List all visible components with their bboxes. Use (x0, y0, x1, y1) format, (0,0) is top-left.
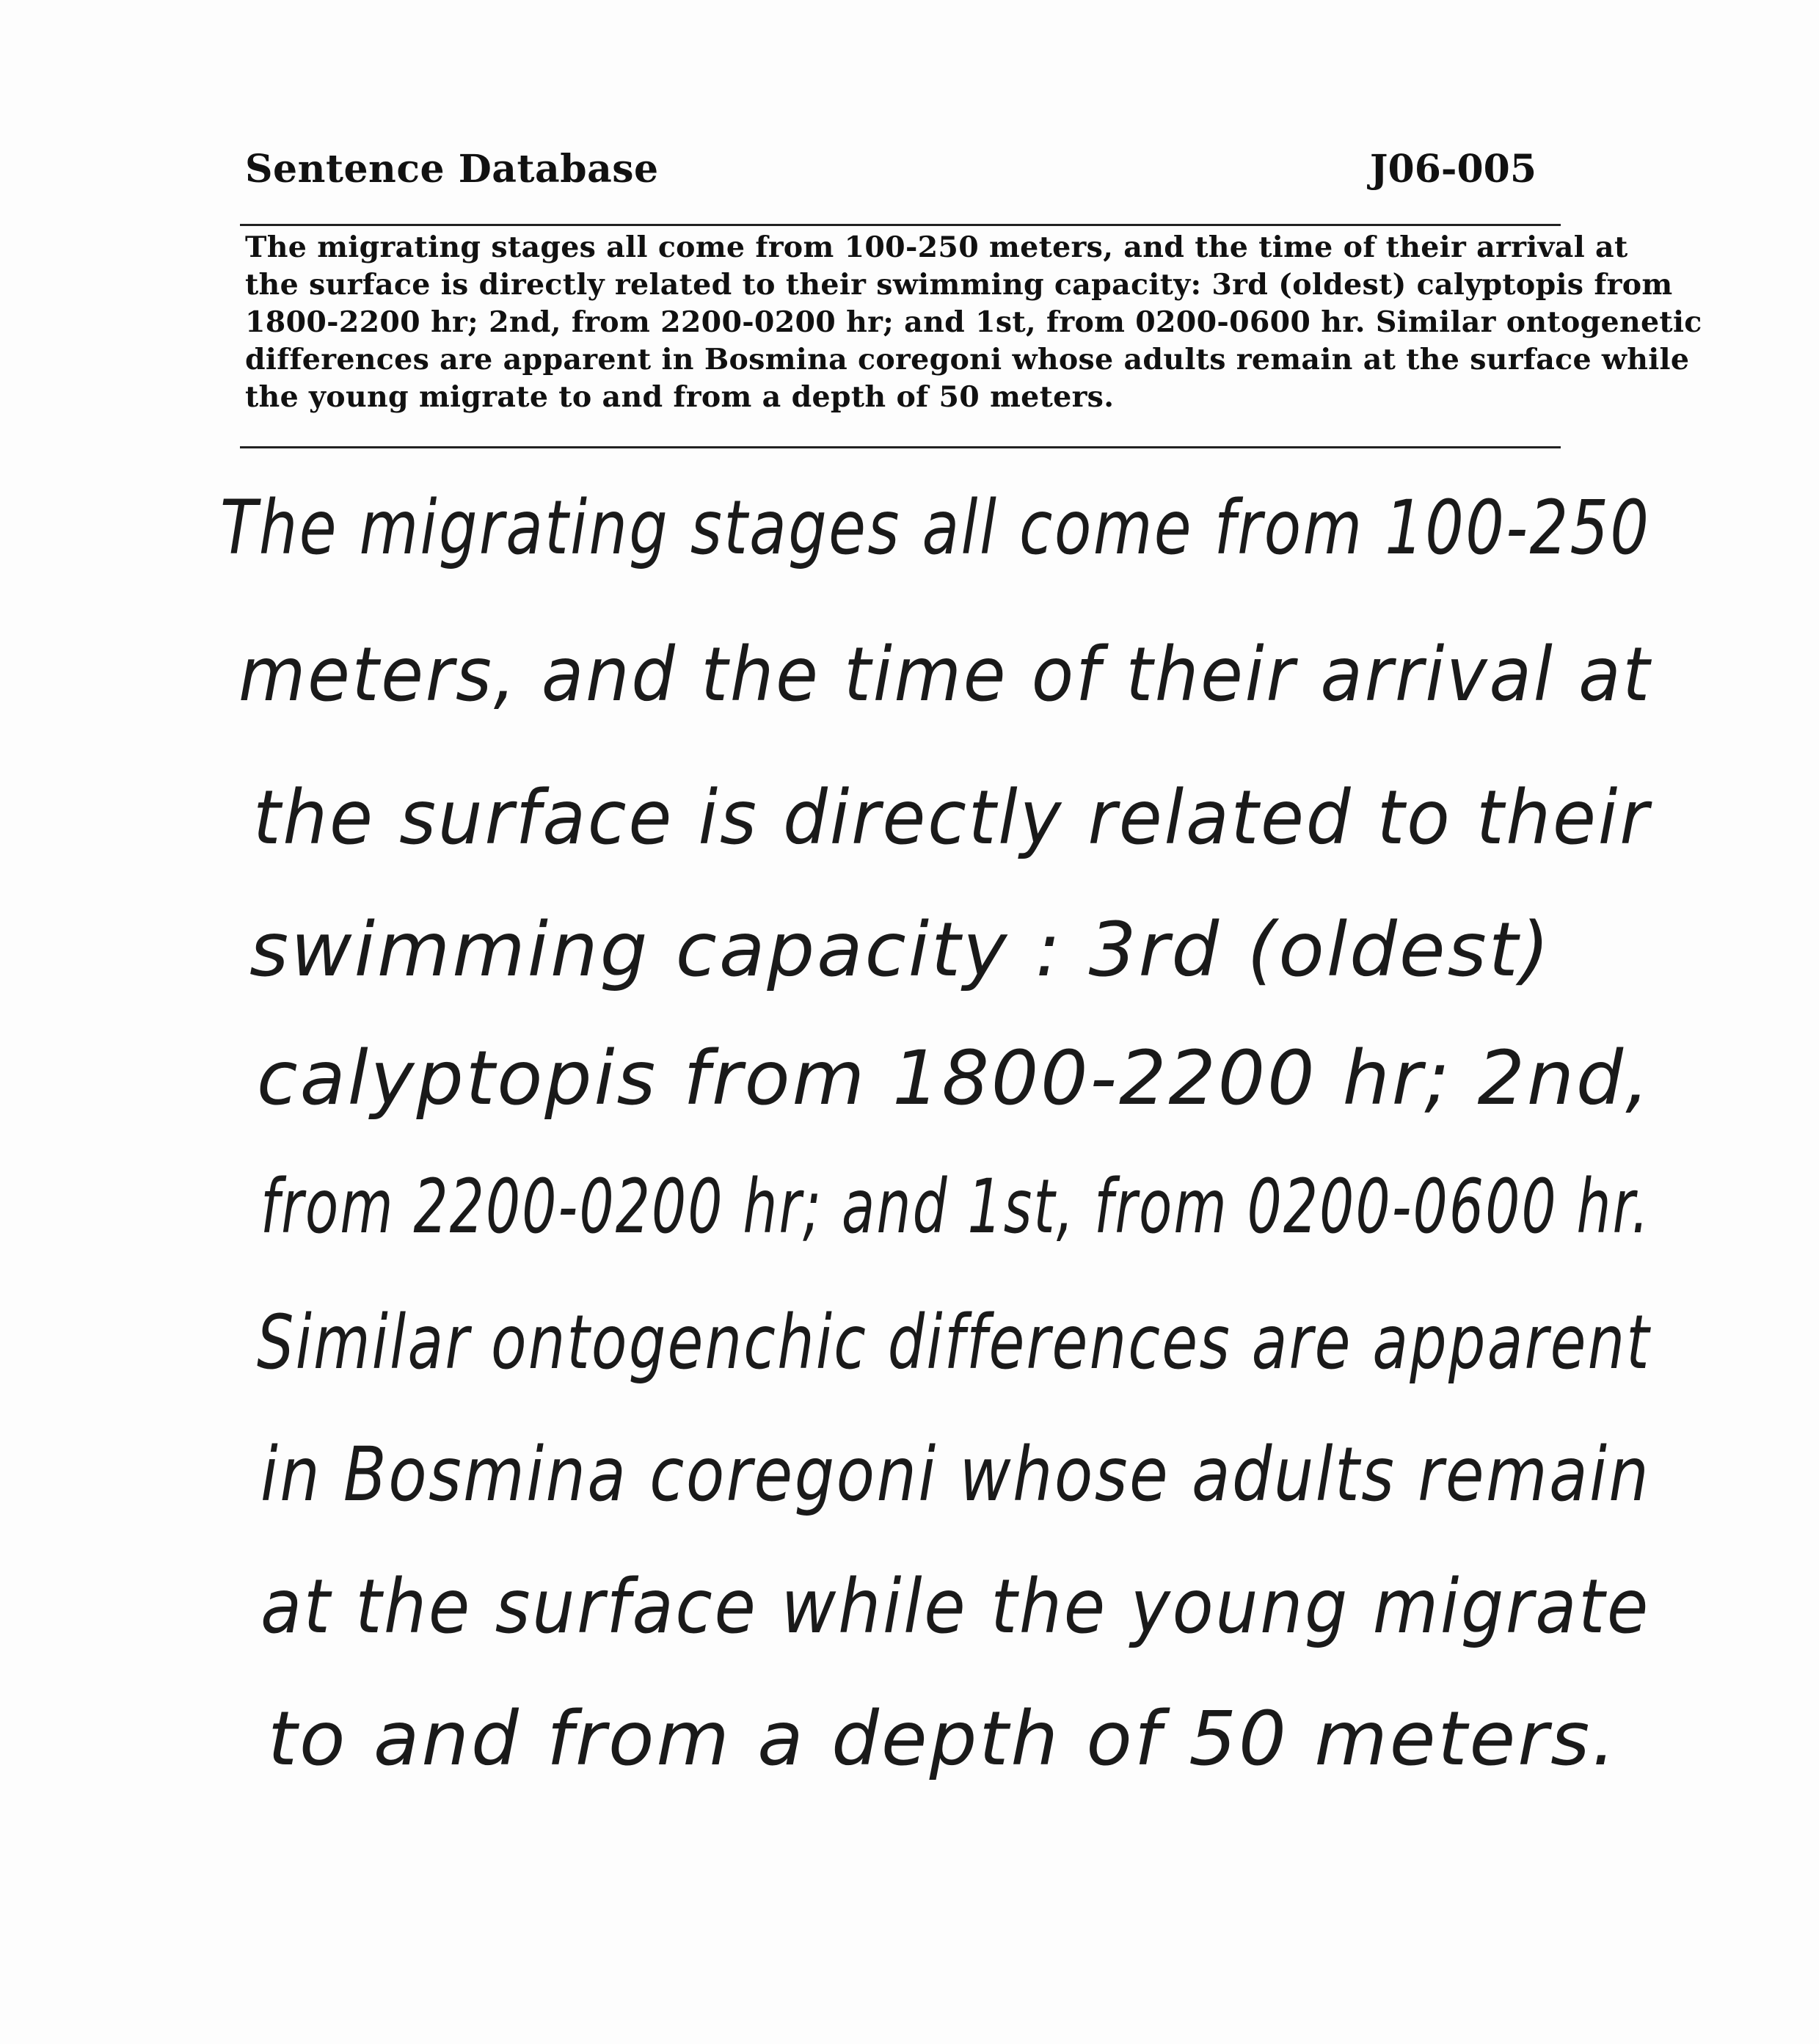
handwritten-line: calyptopis from 1800-2200 hr; 2nd, (257, 1035, 1652, 1122)
handwritten-line: in Bosmina coregoni whose adults remain (260, 1431, 1651, 1519)
handwritten-line: Similar ontogenchic differences are apparent (257, 1299, 1651, 1386)
form-id: J06-005 (1369, 147, 1537, 192)
handwritten-line: swimming capacity : 3rd (oldest) (249, 906, 1552, 994)
printed-line: the surface is directly related to their swimming capacity: 3rd (oldest) calyptopis from (245, 268, 1673, 302)
handwritten-line: at the surface while the young migrate (260, 1563, 1650, 1651)
database-title: Sentence Database (245, 147, 659, 192)
printed-line: the young migrate to and from a depth of 50 meters. (245, 380, 1115, 414)
handwritten-line: the surface is directly related to their (253, 774, 1651, 862)
handwritten-line: from 2200-0200 hr; and 1st, from 0200-0600 hr. (260, 1163, 1651, 1251)
printed-line: The migrating stages all come from 100-250 meters, and the time of their arrival at (245, 230, 1628, 264)
handwritten-line: The migrating stages all come from 100-250 (220, 484, 1651, 572)
printed-line: differences are apparent in Bosmina coregoni whose adults remain at the surface while (245, 343, 1690, 377)
handwritten-line: to and from a depth of 50 meters. (268, 1695, 1618, 1783)
printed-line: 1800-2200 hr; 2nd, from 2200-0200 hr; and 1st, from 0200-0600 hr. Similar ontogenetic (245, 305, 1702, 339)
handwritten-line: meters, and the time of their arrival at (238, 631, 1652, 719)
